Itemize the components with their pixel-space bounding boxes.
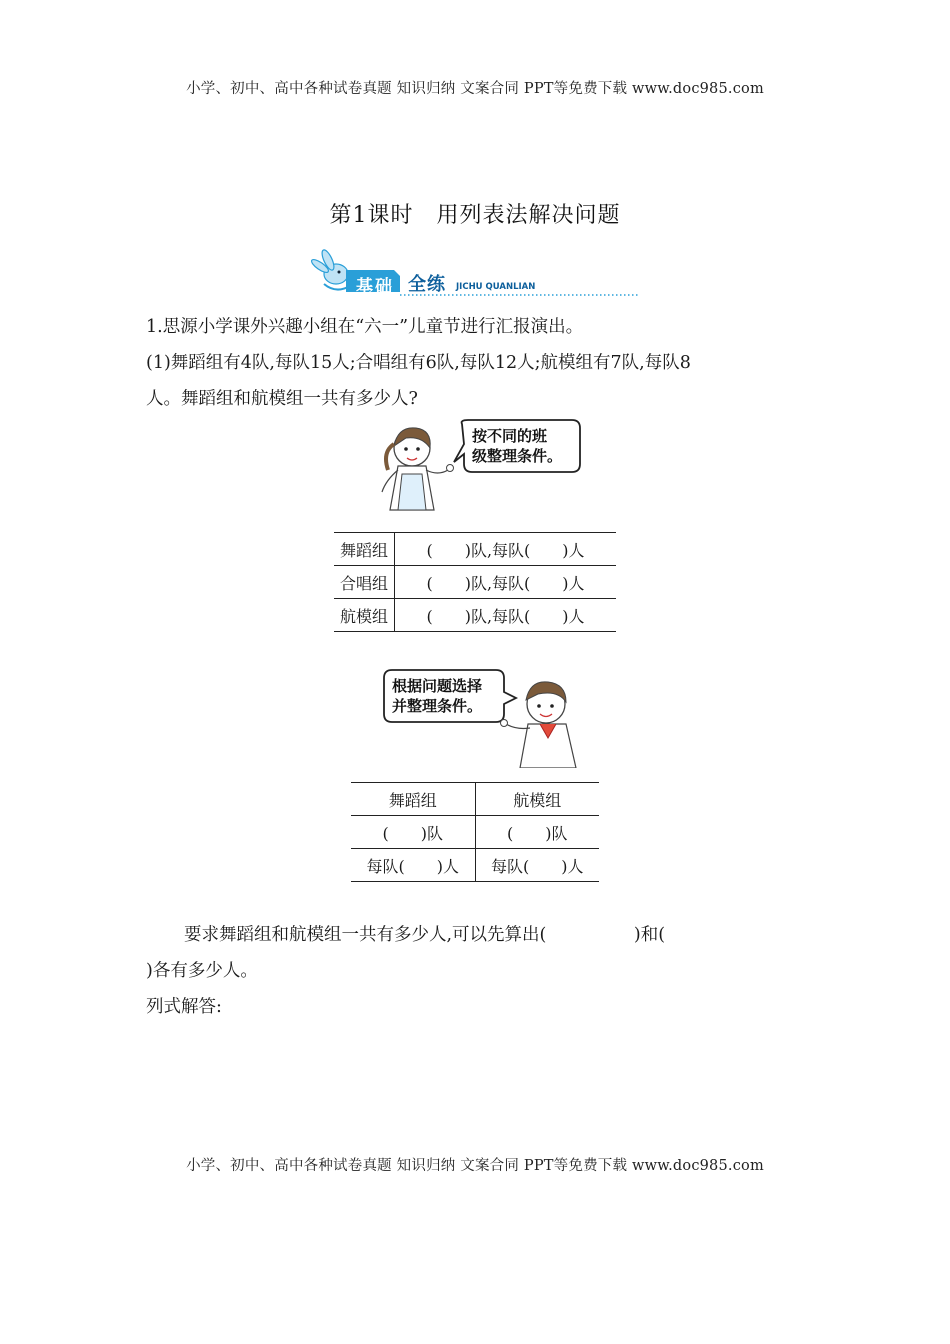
girl-illustration	[376, 418, 586, 516]
fill-in-line1[interactable]: 要求舞蹈组和航模组一共有多少人,可以先算出( )和(	[184, 925, 666, 945]
girl-bubble-line1: 按不同的班	[472, 427, 548, 445]
row-blank[interactable]: ( )队,每队( )人	[395, 566, 617, 599]
question-intro: 1.思源小学课外兴趣小组在“六一”儿童节进行汇报演出。	[146, 317, 584, 337]
page-footer: 小学、初中、高中各种试卷真题 知识归纳 文案合同 PPT等免费下载 www.doc985.com	[186, 1158, 764, 1174]
fill-in-line2[interactable]: )各有多少人。	[146, 961, 258, 981]
table-row	[351, 816, 599, 849]
boy-illustration	[380, 668, 600, 768]
question-part1-line2: 人。舞蹈组和航模组一共有多少人?	[146, 389, 418, 409]
boy-bubble-line2: 并整理条件。	[392, 697, 483, 715]
banner-label-2: 全练	[408, 274, 446, 295]
banner-label: 基础	[356, 277, 394, 297]
column-header: 航模组	[475, 783, 599, 816]
row-label: 合唱组	[334, 566, 395, 599]
table-row	[351, 849, 599, 882]
conditions-table-by-question	[351, 782, 599, 882]
row-label: 舞蹈组	[334, 533, 395, 566]
table-header-row	[351, 783, 599, 816]
answer-label: 列式解答:	[146, 997, 222, 1017]
column-header: 舞蹈组	[351, 783, 475, 816]
team-count-blank[interactable]: ( )队	[351, 816, 475, 849]
table-row	[334, 599, 616, 632]
question-part1-line1: (1)舞蹈组有4队,每队15人;合唱组有6队,每队12人;航模组有7队,每队8	[146, 353, 691, 373]
girl-bubble-text	[472, 426, 562, 466]
boy-bubble-line1: 根据问题选择	[392, 677, 483, 695]
row-label: 航模组	[334, 599, 395, 632]
row-blank[interactable]: ( )队,每队( )人	[395, 599, 617, 632]
table-row	[334, 566, 616, 599]
boy-bubble-text	[392, 676, 482, 716]
row-blank[interactable]: ( )队,每队( )人	[395, 533, 617, 566]
page-header: 小学、初中、高中各种试卷真题 知识归纳 文案合同 PPT等免费下载 www.doc985.com	[186, 81, 764, 97]
page-title: 第1课时 用列表法解决问题	[329, 203, 621, 228]
team-count-blank[interactable]: ( )队	[475, 816, 599, 849]
section-banner	[306, 248, 642, 302]
banner-pinyin: JICHU QUANLIAN	[456, 282, 536, 292]
table-row	[334, 533, 616, 566]
conditions-table-by-group	[334, 532, 616, 632]
per-team-blank[interactable]: 每队( )人	[351, 849, 475, 882]
girl-bubble-line2: 级整理条件。	[472, 447, 563, 465]
per-team-blank[interactable]: 每队( )人	[475, 849, 599, 882]
